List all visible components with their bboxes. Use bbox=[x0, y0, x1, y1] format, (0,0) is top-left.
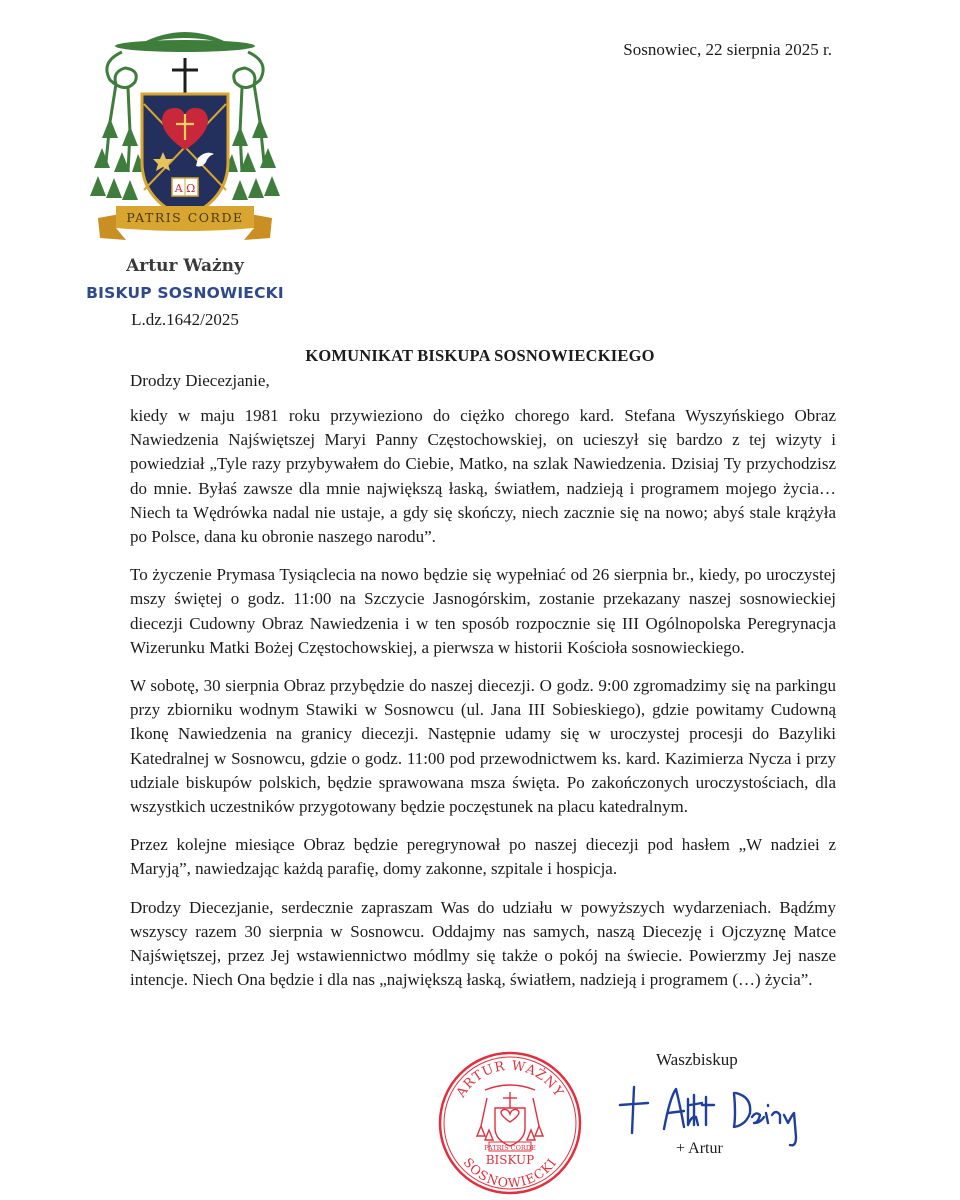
signature-name: + Artur bbox=[676, 1140, 723, 1157]
paragraph-2: To życzenie Prymasa Tysiąclecia na nowo będzie się wypełniać od 26 sierpnia br., kiedy, po uroczystej mszy świętej o godz. 11:00 na Szczycie Jasnogórskim, zostanie przekazany naszej sosnowieckiej diecezji Cudowny Obraz Nawiedzenia i w ten sposób rozpocznie się III Ogólnopolska Peregrynacja Wizerunku Matki Bożej Częstochowskiej, a pierwsza w historii Kościoła sosnowieckiego. bbox=[130, 565, 836, 657]
paragraph-3: W sobotę, 30 sierpnia Obraz przybędzie do naszej diecezji. O godz. 9:00 zgromadzimy się na parkingu przy zbiorniku wodnym Stawiki w Sosnowcu (ul. Jana III Sobieskiego), gdzie powitamy Cudowną Ikonę Nawiedzenia na granicy diecezji. Następnie udamy się w uroczystej procesji do Bazyliki Katedralnej w Sosnowcu, gdzie o godz. 11:00 pod przewodnictwem ks. kard. Kazimierza Nycza i przy udziale biskupów polskich, będzie sprawowana msza święta. Po zakończonych uroczystościach, dla wszystkich uczestników przygotowany będzie poczęstunek na placu katedralnym. bbox=[130, 676, 836, 817]
sender-name: Artur Ważny bbox=[126, 256, 244, 276]
letter-body bbox=[130, 404, 836, 1006]
sender-title: BISKUP SOSNOWIECKI bbox=[86, 284, 284, 302]
letter-date: Sosnowiec, 22 sierpnia 2025 r. bbox=[623, 40, 832, 59]
letter-heading: KOMUNIKAT BISKUPA SOSNOWIECKIEGO bbox=[305, 346, 655, 365]
signature-icon bbox=[618, 1075, 818, 1150]
seal-stamp-icon bbox=[437, 1050, 583, 1196]
stamp-top-text: ARTUR WAŻNY bbox=[453, 1058, 567, 1101]
motto-text: PATRIS CORDE bbox=[126, 210, 244, 225]
shield-letters: A Ω bbox=[174, 182, 196, 195]
paragraph-5: Drodzy Diecezjanie, serdecznie zapraszam Was do udziału w powyższych wydarzeniach. Bądźmy wszyscy razem 30 sierpnia w Sosnowcu. Oddajmy nas samych, naszą Diecezję i Ojczyznę Matce Najświętszej, przez Jej wstawiennictwo módlmy się także o pokój na świecie. Powierzmy Jej nasze intencje. Niech Ona będzie i dla nas „największą łaską, światłem, nadzieją i programem (…) życia”. bbox=[130, 897, 836, 990]
paragraph-1: kiedy w maju 1981 roku przywieziono do ciężko chorego kard. Stefana Wyszyńskiego Obraz Nawiedzenia Najświętszej Maryi Panny Częstochowskiej, on ucieszył się bardzo z tej wizyty i powiedział „Tyle razy przybywałem do Ciebie, Matko, na szlak Nawiedzenia. Dzisiaj Ty przychodzisz do mnie. Byłaś zawsze dla mnie największą łaską, światłem, nadzieją i programem mojego życia… Niech ta Wędrówka nadal nie ustaje, a gdy się skończy, niech zacznie się na nowo; abyś stale krążyła po Polsce, dana ku obronie naszego narodu”. bbox=[130, 406, 836, 547]
coat-of-arms-icon bbox=[80, 22, 290, 252]
stamp-line1: BISKUP bbox=[485, 1153, 535, 1167]
paragraph-4: Przez kolejne miesiące Obraz będzie peregrynował po naszej diecezji pod hasłem „W nadziei z Maryją”, nawiedzając każdą parafię, domy zakonne, szpitale i hospicja. bbox=[130, 835, 836, 879]
stamp-motto: PATRIS CORDE bbox=[484, 1144, 536, 1152]
closing-text: Waszbiskup bbox=[656, 1050, 738, 1069]
reference-number: L.dz.1642/2025 bbox=[131, 310, 239, 329]
stamp-bottom-text: SOSNOWIECKI bbox=[460, 1154, 560, 1191]
salutation: Drodzy Diecezjanie, bbox=[130, 371, 270, 390]
sender-block bbox=[80, 256, 290, 330]
